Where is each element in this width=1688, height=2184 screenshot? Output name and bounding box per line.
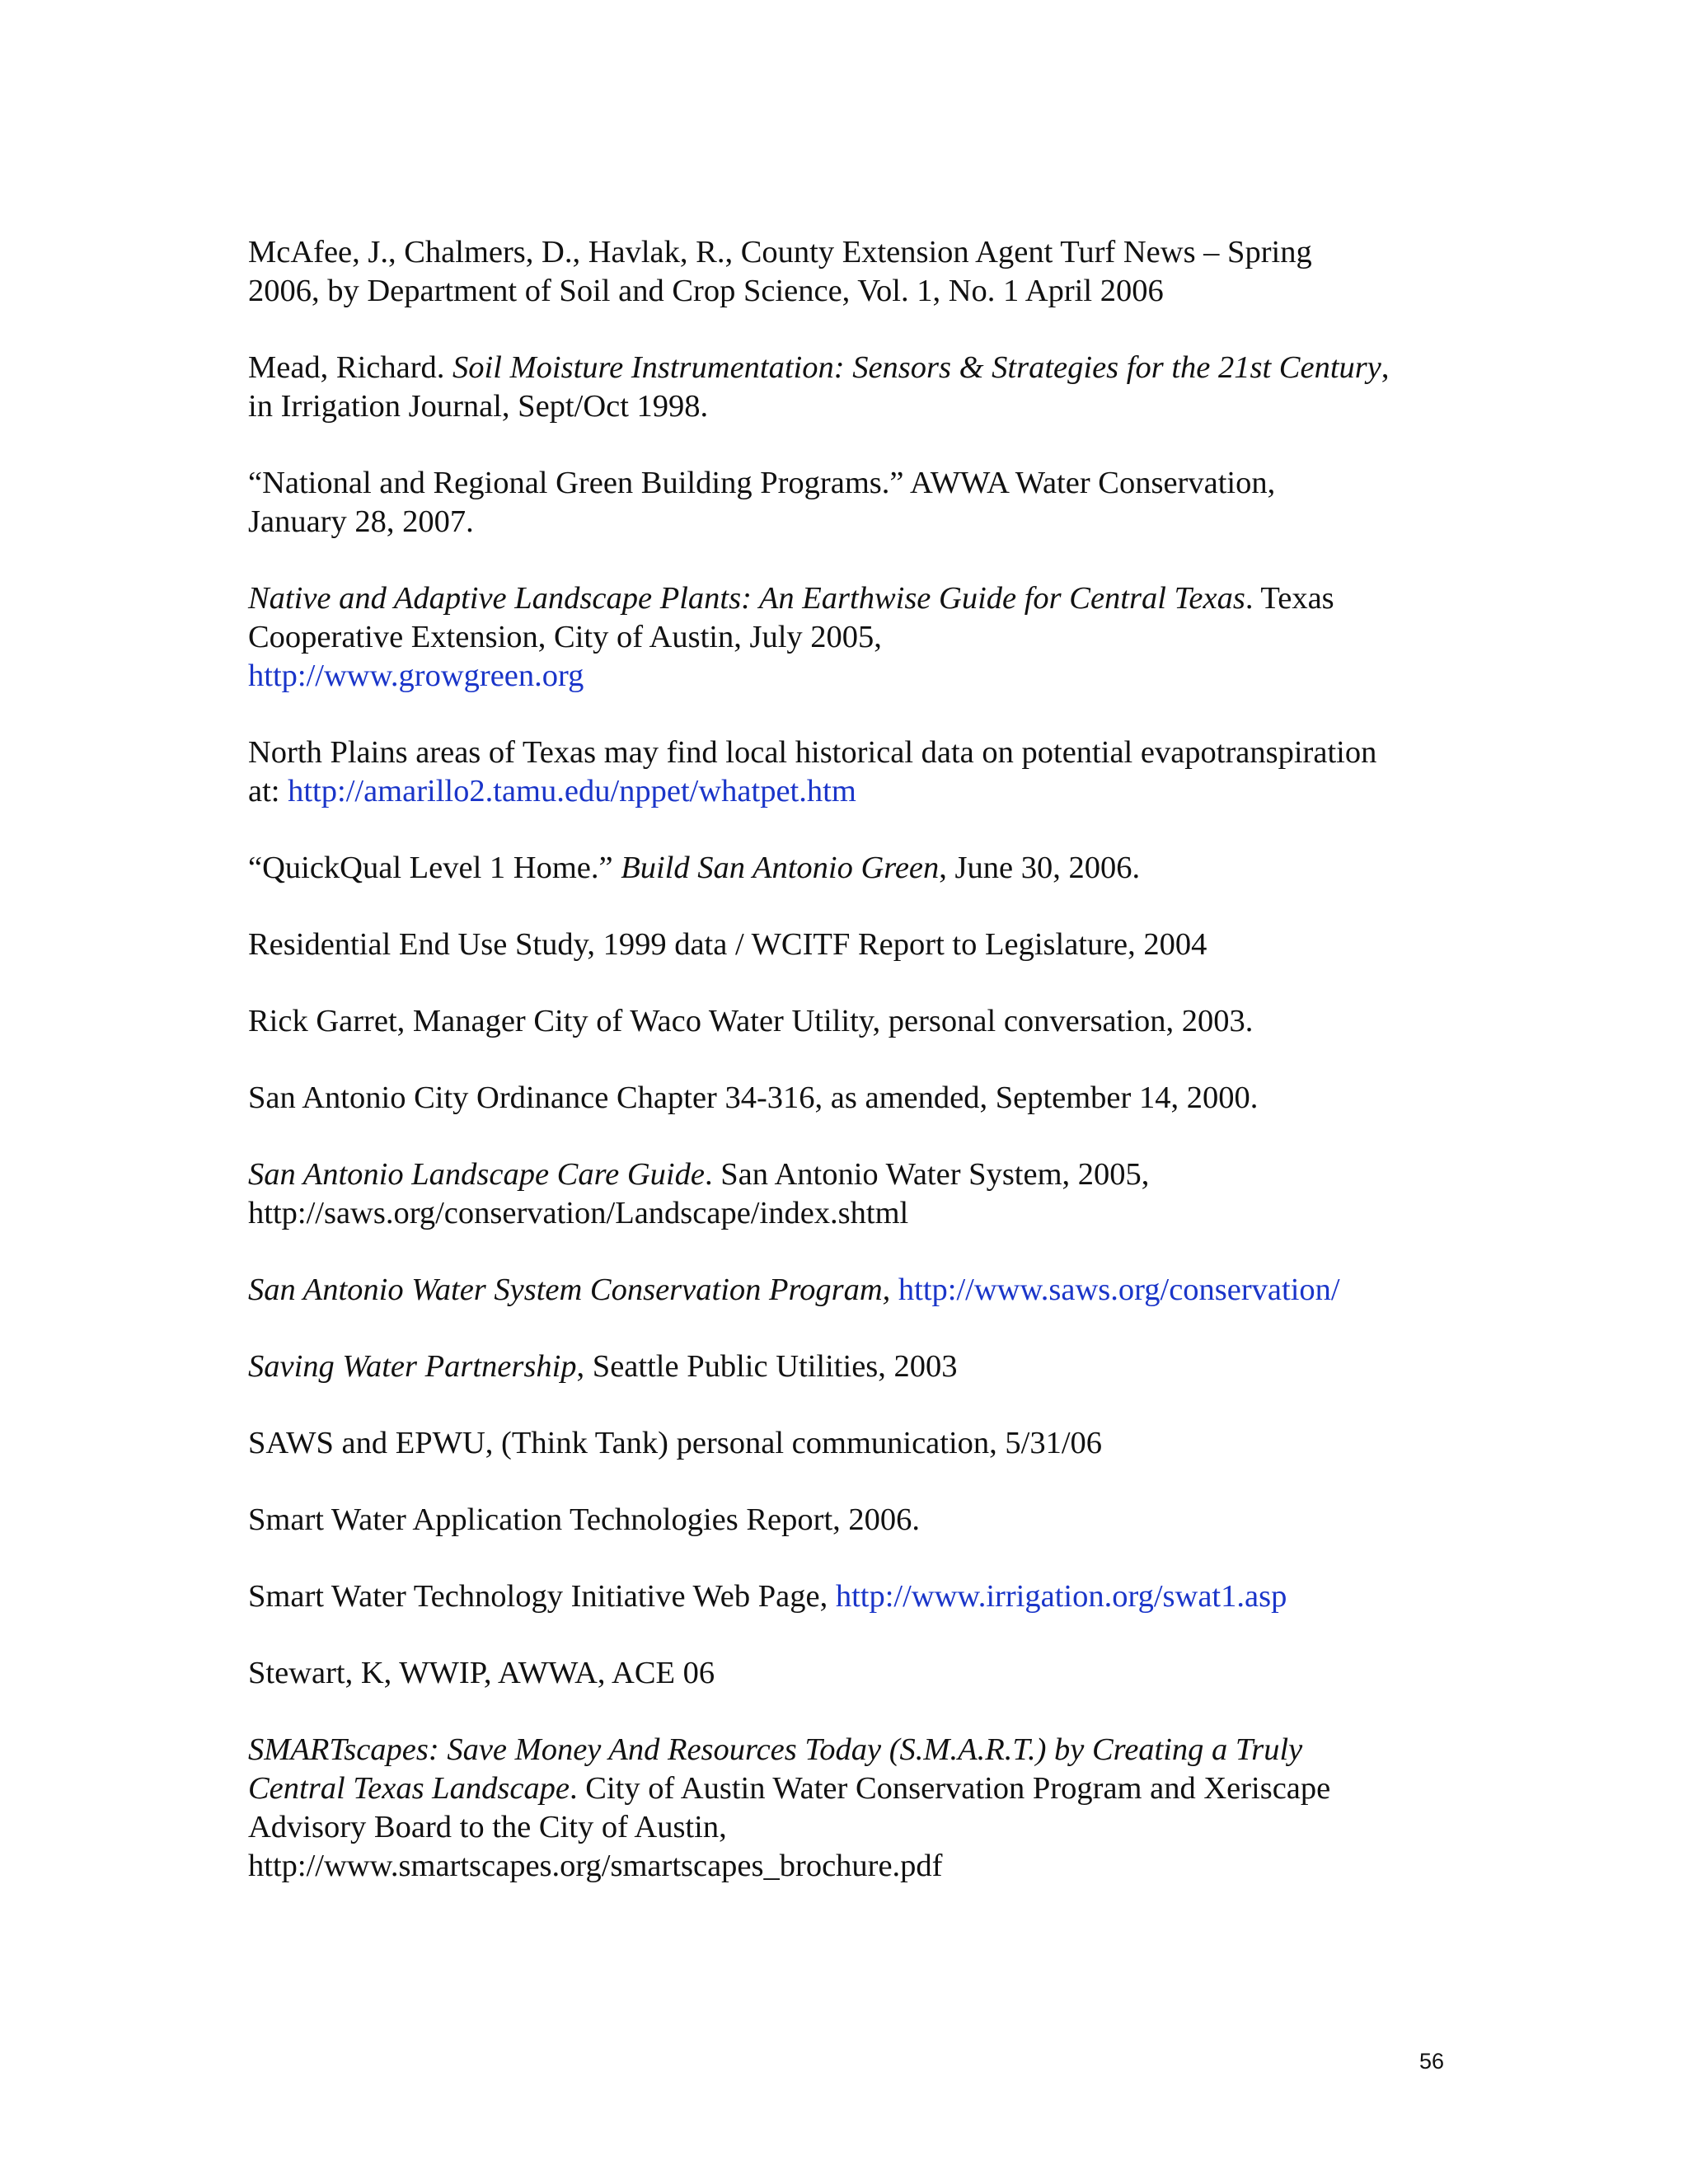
reference-entry	[248, 579, 1460, 696]
reference-line	[248, 503, 1460, 541]
reference-text: Smart Water Technology Initiative Web Page,	[248, 1579, 836, 1614]
reference-line	[248, 579, 1460, 618]
reference-line	[248, 1424, 1460, 1463]
reference-line	[248, 1654, 1460, 1693]
reference-text: at:	[248, 774, 288, 808]
reference-line	[248, 1002, 1460, 1041]
reference-line	[248, 733, 1460, 772]
reference-text: Advisory Board to the City of Austin,	[248, 1810, 727, 1844]
reference-entry	[248, 1079, 1460, 1118]
reference-entry	[248, 1271, 1460, 1310]
reference-line	[248, 464, 1460, 503]
reference-line	[248, 1271, 1460, 1310]
reference-line	[248, 1808, 1460, 1847]
reference-entry	[248, 1577, 1460, 1616]
reference-line	[248, 1194, 1460, 1233]
reference-text: ,	[1381, 350, 1390, 385]
reference-text: . Texas	[1245, 581, 1334, 616]
reference-text: Residential End Use Study, 1999 data / WCITF Report to Legislature, 2004	[248, 927, 1207, 962]
reference-title-italic: Native and Adaptive Landscape Plants: An Earthwise Guide for Central Texas	[248, 581, 1245, 616]
reference-title-italic: San Antonio Landscape Care Guide	[248, 1157, 705, 1192]
reference-text: http://www.smartscapes.org/smartscapes_brochure.pdf	[248, 1849, 943, 1883]
reference-text: Smart Water Application Technologies Report, 2006.	[248, 1502, 921, 1537]
reference-line	[248, 387, 1460, 426]
reference-entry	[248, 1347, 1460, 1386]
reference-line	[248, 1731, 1460, 1769]
reference-entry	[248, 926, 1460, 964]
reference-line	[248, 618, 1460, 657]
reference-link[interactable]: http://amarillo2.tamu.edu/nppet/whatpet.htm	[288, 774, 856, 808]
reference-title-italic: Saving Water Partnership	[248, 1349, 577, 1384]
reference-text: . City of Austin Water Conservation Program and Xeriscape	[570, 1771, 1331, 1806]
reference-line	[248, 1155, 1460, 1194]
reference-text: January 28, 2007.	[248, 504, 474, 539]
reference-link[interactable]: http://www.irrigation.org/swat1.asp	[835, 1579, 1287, 1614]
reference-title-italic: Build San Antonio Green	[621, 851, 940, 885]
reference-entry	[248, 733, 1460, 811]
reference-title-italic: Soil Moisture Instrumentation: Sensors & Strategies for the 21st Century	[452, 350, 1381, 385]
reference-entry	[248, 233, 1460, 311]
reference-entry	[248, 1155, 1460, 1233]
reference-text: 2006, by Department of Soil and Crop Science, Vol. 1, No. 1 April 2006	[248, 274, 1164, 308]
reference-line	[248, 349, 1460, 387]
reference-text: San Antonio City Ordinance Chapter 34-316, as amended, September 14, 2000.	[248, 1080, 1259, 1115]
reference-line	[248, 772, 1460, 811]
reference-text: , June 30, 2006.	[939, 851, 1141, 885]
reference-text: Rick Garret, Manager City of Waco Water Utility, personal conversation, 2003.	[248, 1004, 1254, 1038]
reference-list	[248, 233, 1460, 1924]
reference-line	[248, 1347, 1460, 1386]
reference-line	[248, 849, 1460, 888]
reference-entry	[248, 349, 1460, 426]
reference-title-italic: Central Texas Landscape	[248, 1771, 570, 1806]
reference-line	[248, 1079, 1460, 1118]
reference-line	[248, 1501, 1460, 1540]
reference-entry	[248, 1501, 1460, 1540]
reference-text: North Plains areas of Texas may find local historical data on potential evapotranspiration	[248, 735, 1377, 770]
reference-text: Stewart, K, WWIP, AWWA, ACE 06	[248, 1656, 715, 1690]
reference-text: “National and Regional Green Building Programs.” AWWA Water Conservation,	[248, 466, 1276, 500]
reference-title-italic: SMARTscapes: Save Money And Resources Today (S.M.A.R.T.) by Creating a Truly	[248, 1732, 1303, 1767]
reference-link[interactable]: http://www.growgreen.org	[248, 658, 584, 693]
reference-entry	[248, 1002, 1460, 1041]
reference-text: “QuickQual Level 1 Home.”	[248, 851, 621, 885]
reference-line	[248, 1577, 1460, 1616]
reference-text: in Irrigation Journal, Sept/Oct 1998.	[248, 389, 709, 424]
reference-entry	[248, 1654, 1460, 1693]
reference-title-italic: San Antonio Water System Conservation Program,	[248, 1272, 898, 1307]
reference-entry	[248, 1731, 1460, 1886]
reference-line	[248, 1769, 1460, 1808]
reference-text: SAWS and EPWU, (Think Tank) personal communication, 5/31/06	[248, 1426, 1103, 1460]
reference-entry	[248, 464, 1460, 541]
reference-text: . San Antonio Water System, 2005,	[704, 1157, 1150, 1192]
reference-entry	[248, 849, 1460, 888]
reference-line	[248, 657, 1460, 696]
reference-text: McAfee, J., Chalmers, D., Havlak, R., County Extension Agent Turf News – Spring	[248, 235, 1312, 269]
reference-text: Cooperative Extension, City of Austin, July 2005,	[248, 620, 882, 654]
reference-line	[248, 926, 1460, 964]
reference-line	[248, 1847, 1460, 1886]
reference-text: http://saws.org/conservation/Landscape/index.shtml	[248, 1196, 909, 1230]
reference-text: Mead, Richard.	[248, 350, 453, 385]
reference-line	[248, 272, 1460, 311]
reference-text: , Seattle Public Utilities, 2003	[576, 1349, 958, 1384]
reference-line	[248, 233, 1460, 272]
reference-link[interactable]: http://www.saws.org/conservation/	[898, 1272, 1340, 1307]
reference-entry	[248, 1424, 1460, 1463]
page-number: 56	[1418, 2049, 1444, 2074]
